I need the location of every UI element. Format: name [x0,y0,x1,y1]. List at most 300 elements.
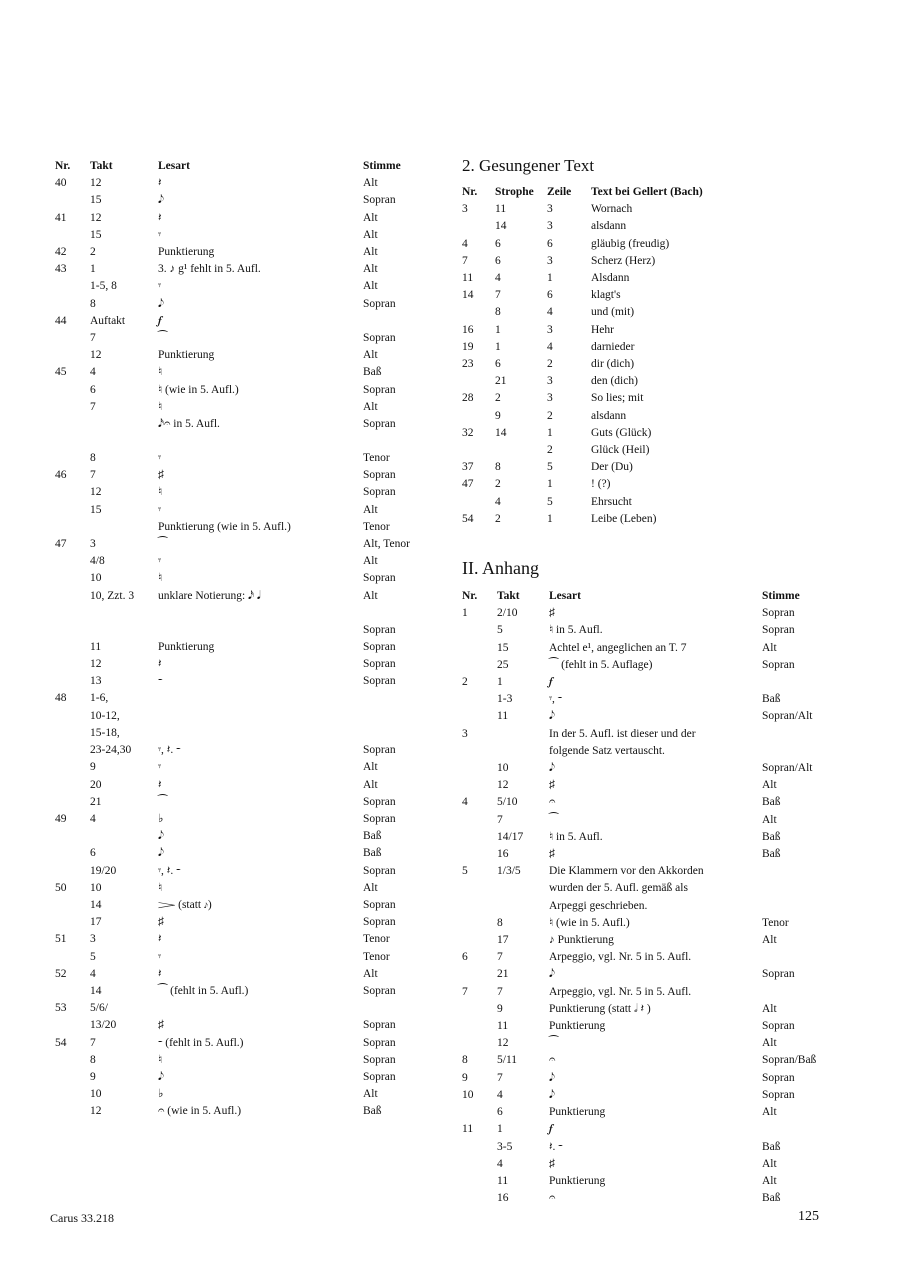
table-cell: Baß [363,847,382,860]
table-cell: 7 [90,1036,96,1049]
table-cell: 𝆑 [158,314,162,327]
table-cell: Sopran [363,795,396,808]
table-cell [462,657,497,674]
table-cell: Alt [363,211,378,224]
table-cell: 12 [90,658,102,671]
table-cell: 4 [547,340,553,353]
table-cell: 10 [462,1088,474,1101]
table-cell: 2 [495,478,501,491]
table-cell [158,725,363,742]
table-cell: 14 [90,984,102,997]
table-row [55,690,443,707]
table-cell: 15 [497,641,509,654]
table-row [55,399,443,416]
table-cell: Sopran [762,624,795,637]
table-cell [55,1052,90,1069]
table-cell: Glück (Heil) [591,444,650,457]
table-row [55,210,443,227]
table-cell [55,227,90,244]
table-cell: 1 [547,272,553,285]
table-cell: 15-18, [90,726,120,739]
table-row [462,949,852,966]
table-cell: Sopran/Baß [762,1054,817,1067]
table-cell: Baß [762,693,781,706]
table-cell: 6 [90,847,96,860]
table-cell: 𝄽 [158,177,162,190]
table-cell: 𝄾, 𝄽. 𝄼 [158,864,181,877]
header-lesart: Lesart [158,160,190,172]
table-cell: ⁀ [549,813,559,826]
table-cell: Baß [363,1105,382,1118]
table-row [462,1139,852,1156]
table-row [55,656,443,673]
table-cell: Guts (Glück) [591,426,652,439]
table-cell: 28 [462,392,474,405]
table-row [55,742,443,759]
table-cell: 11 [497,710,509,723]
table-cell: 1 [495,323,501,336]
table-cell [497,743,549,760]
table-row [462,1018,852,1035]
table-cell: den (dich) [591,375,638,388]
table-cell: 10 [90,881,102,894]
table-cell: 𝄾 [158,452,162,465]
table-cell: 19 [462,340,474,353]
table-cell [462,1139,497,1156]
table-cell: 𝄽. 𝄼 [549,1140,563,1153]
table-cell: Alt [363,228,378,241]
table-cell: Sopran [762,1020,795,1033]
table-cell [495,442,547,459]
table-row [462,304,751,321]
table-cell: Punktierung (statt 𝅗𝅥 𝄽 ) [549,1002,651,1015]
table-cell [462,915,497,932]
table-cell: 6 [495,358,501,371]
table-cell [762,726,852,743]
table-cell: 8 [495,306,501,319]
table-cell: 11 [497,1020,509,1033]
table-row [55,519,443,536]
table-cell: 43 [55,263,67,276]
table-cell: Punktierung (wie in 5. Aufl.) [158,520,291,533]
table-cell: 𝄽 [158,211,162,224]
left-table-body [55,175,443,1120]
table-cell [762,984,852,1001]
anhang-heading: II. Anhang [462,558,539,578]
table-cell [363,313,443,330]
table-cell: ♯ [158,1019,164,1032]
table-cell: 4 [462,237,468,250]
table-cell: 7 [462,985,468,998]
table-row [462,743,852,760]
table-cell: ♮ [158,366,163,379]
table-cell: Alt [762,1174,777,1187]
table-cell: 7 [497,985,503,998]
table-cell: Tenor [363,933,390,946]
table-cell: 𝅘𝅥𝅮 [549,1071,555,1084]
table-row [55,863,443,880]
table-row [55,1103,443,1120]
table-cell: Alt [762,1037,777,1050]
table-cell [363,1000,443,1017]
table-cell: 12 [497,1037,509,1050]
table-cell: Sopran [363,486,396,499]
table-cell: 𝄐 [549,1054,556,1067]
table-cell: Sopran [363,297,396,310]
table-row [462,494,751,511]
table-cell: Alt [363,1088,378,1101]
table-cell: Arpeggi geschrieben. [549,899,648,912]
table-cell [762,949,852,966]
table-cell [55,949,90,966]
table-cell [762,1121,852,1138]
table-cell: 6 [462,951,468,964]
table-cell: 11 [497,1174,509,1187]
table-cell: 51 [55,933,67,946]
table-cell: 21 [90,795,102,808]
table-cell: 𝄽 [158,967,162,980]
table-cell: Baß [762,1140,781,1153]
table-cell: Achtel e¹, angeglichen an T. 7 [549,641,687,654]
table-cell: 𝆑 [549,676,553,689]
table-cell [762,743,852,760]
table-row [462,829,852,846]
table-cell: 2 [462,676,468,689]
table-cell: Sopran [363,984,396,997]
table-row [55,759,443,776]
table-cell [55,382,90,399]
table-cell: 1 [547,512,553,525]
table-cell: 1 [90,263,96,276]
table-cell: klagt's [591,289,621,302]
table-cell: 4 [90,967,96,980]
table-row [462,863,852,880]
table-cell: 1-3 [497,693,513,706]
table-cell: Alt [363,589,378,602]
table-cell [55,588,90,622]
table-cell: 5/6/ [90,1002,108,1015]
table-cell [55,777,90,794]
table-cell: 2/10 [497,607,518,620]
header-lesart: Lesart [549,590,581,602]
table-row [462,915,852,932]
table-cell: 𝅘𝅥𝅮 [158,1070,164,1083]
header-takt: Takt [90,160,113,172]
table-cell: 3. ♪ g¹ fehlt in 5. Aufl. [158,263,261,276]
table-cell: 7 [497,813,503,826]
table-cell: 15 [90,503,102,516]
table-row [462,322,751,339]
table-cell: 47 [55,538,67,551]
table-cell: ⁀ [158,795,168,808]
table-cell: Punktierung [158,246,215,259]
table-cell: ♮ [158,572,163,585]
table-cell: ⁀ (fehlt in 5. Auflage) [549,658,653,671]
table-row [55,192,443,209]
table-cell: Alt [363,555,378,568]
left-apparatus-table [55,158,443,1121]
anhang-table-body [462,605,852,1207]
table-cell: ♯ [549,779,555,792]
table-cell [55,742,90,759]
table-cell: 41 [55,211,67,224]
table-cell: Hehr [591,323,614,336]
table-row [55,347,443,364]
table-cell: ♯ [549,607,555,620]
table-cell: 1-6, [90,692,109,705]
table-cell: Auftakt [90,314,126,327]
table-cell: Alt [762,934,777,947]
table-cell [90,828,158,845]
table-cell: Sopran [363,572,396,585]
table-cell: 7 [495,289,501,302]
table-cell: Sopran [363,658,396,671]
table-cell: Alt [762,779,777,792]
table-cell: Sopran [363,916,396,929]
table-cell: ⁀ [158,332,168,345]
header-text-bei-gellert: Text bei Gellert (Bach) [591,186,703,198]
table-row [55,931,443,948]
table-cell [55,1017,90,1034]
table-cell: 5 [497,624,503,637]
table-row [55,949,443,966]
table-row [462,966,852,983]
table-row [55,708,443,725]
table-row [55,845,443,862]
table-row [55,450,443,467]
table-cell: 8 [90,297,96,310]
table-cell: 4/8 [90,555,105,568]
table-cell: 48 [55,692,67,705]
table-cell: Alt [363,246,378,259]
table-row [55,364,443,381]
table-cell [55,553,90,570]
header-strophe: Strophe [495,186,534,198]
table-cell [55,450,90,467]
table-cell: 25 [497,658,509,671]
table-cell: Sopran [363,418,396,431]
table-row [55,175,443,192]
table-cell: Alt [363,263,378,276]
table-cell: 7 [462,254,468,267]
table-cell: Alt [363,177,378,190]
table-row [462,932,852,949]
table-cell [55,897,90,914]
table-cell: 9 [495,409,501,422]
table-cell [462,494,495,511]
table-row [55,639,443,656]
table-cell: 3 [547,323,553,336]
table-cell: 2 [90,246,96,259]
table-cell: 12 [90,349,102,362]
table-cell: 54 [55,1036,67,1049]
table-cell: Sopran [363,1070,396,1083]
table-cell: 4 [547,306,553,319]
table-cell [462,373,495,390]
table-cell: gläubig (freudig) [591,237,670,250]
table-row [55,296,443,313]
table-cell: Sopran [363,864,396,877]
table-cell: Sopran [363,383,396,396]
table-cell: Sopran/Alt [762,762,813,775]
table-cell: 1 [497,676,503,689]
table-row [462,1173,852,1190]
table-row [462,898,852,915]
table-row [55,794,443,811]
table-cell: 1-5, 8 [90,280,117,293]
table-cell: 𝄾 [158,228,162,241]
table-cell: 12 [90,211,102,224]
table-cell [55,914,90,931]
table-cell [55,1086,90,1103]
table-cell: Sopran [762,607,795,620]
table-cell [462,846,497,863]
table-row [462,1104,852,1121]
table-cell: 5 [90,950,96,963]
table-cell: 45 [55,366,67,379]
table-row [55,588,443,622]
table-cell: Sopran [762,658,795,671]
table-cell: 46 [55,469,67,482]
table-row [462,287,751,304]
table-cell [462,898,497,915]
table-cell: 4 [497,1157,503,1170]
table-cell: 𝅘𝅥𝅮 [549,968,555,981]
table-cell: 𝄾 [158,950,162,963]
table-cell: Sopran [363,812,396,825]
table-cell: Tenor [363,520,390,533]
table-cell: 𝅘𝅥𝅮 [549,762,555,775]
table-cell: 10 [90,572,102,585]
table-cell: Punktierung [158,349,215,362]
table-cell: Alt [363,349,378,362]
sung-text-table [462,184,751,528]
table-cell: Baß [762,1192,781,1205]
table-row [55,1086,443,1103]
table-row [462,425,751,442]
table-cell [55,708,90,725]
table-cell: 3 [90,933,96,946]
table-cell: 𝄐 [549,1192,556,1205]
table-cell: Punktierung [549,1106,606,1119]
table-cell: ♭ [158,812,164,825]
table-cell: 𝅘𝅥𝅮 [158,847,164,860]
anhang-header-row [462,588,852,605]
table-cell: und (mit) [591,306,635,319]
table-cell: 10 [90,1088,102,1101]
table-cell: 10-12, [90,709,120,722]
table-cell: 10, Zzt. 3 [90,589,135,602]
table-cell [55,1103,90,1120]
table-cell: Tenor [363,950,390,963]
table-cell: alsdann [591,409,627,422]
table-cell: 53 [55,1002,67,1015]
table-cell: ♮ (wie in 5. Aufl.) [158,383,239,396]
table-cell [158,1000,363,1017]
left-table-header-row [55,158,443,175]
table-row [462,794,852,811]
table-row [462,1156,852,1173]
table-cell: 𝄐 (wie in 5. Aufl.) [158,1105,242,1118]
table-cell: Tenor [762,916,789,929]
table-cell: 𝄾, 𝄽. 𝄼 [158,744,181,757]
table-cell [462,966,497,983]
table-cell: 40 [55,177,67,190]
table-row [462,640,852,657]
table-cell: 3 [547,254,553,267]
table-cell: ♭ [158,1088,164,1101]
table-cell: 14 [495,220,507,233]
table-cell: 5 [462,865,468,878]
table-row [55,261,443,278]
table-row [462,605,852,622]
table-row [462,253,751,270]
table-cell [55,484,90,501]
table-cell: Punktierung [549,1174,606,1187]
table-cell: 𝄼 (fehlt in 5. Aufl.) [158,1036,244,1049]
page-number: 125 [798,1209,819,1224]
table-cell: 8 [462,1054,468,1067]
table-cell: 2 [495,512,501,525]
table-row [55,725,443,742]
table-cell: 1 [547,426,553,439]
table-cell: ♮ [158,1053,163,1066]
table-cell: 𝅘𝅥𝅮 [158,830,164,843]
table-cell: 6 [547,289,553,302]
table-cell: 4 [495,272,501,285]
table-row [462,511,751,528]
table-cell: 𝆑 [549,1123,553,1136]
table-cell [462,408,495,425]
table-cell [462,218,495,235]
table-cell: Alt [363,778,378,791]
table-row [462,880,852,897]
table-row [55,983,443,1000]
table-cell [158,708,363,725]
table-row [55,880,443,897]
table-cell [462,1018,497,1035]
table-row [462,691,852,708]
table-row [55,1017,443,1034]
table-cell [158,622,363,639]
table-cell: 8 [90,452,96,465]
table-cell: Sopran [363,898,396,911]
table-cell [497,726,549,743]
table-cell: 14/17 [497,830,524,843]
table-cell: ♮ [158,400,163,413]
table-row [55,484,443,501]
table-cell: 15 [90,228,102,241]
table-cell [462,1035,497,1052]
table-cell [158,690,363,707]
table-cell [55,828,90,845]
table-cell [55,416,90,450]
table-cell: 3 [547,375,553,388]
table-cell: Sopran [363,623,396,636]
table-cell [55,794,90,811]
table-row [462,236,751,253]
table-cell: Alt [762,813,777,826]
table-cell: Alt [363,881,378,894]
table-row [462,218,751,235]
table-cell: 17 [90,916,102,929]
table-cell: 10 [497,762,509,775]
table-cell: Baß [762,848,781,861]
table-cell: 8 [90,1053,96,1066]
table-cell [90,622,158,639]
table-cell: ♮ in 5. Aufl. [549,624,603,637]
table-row [55,330,443,347]
